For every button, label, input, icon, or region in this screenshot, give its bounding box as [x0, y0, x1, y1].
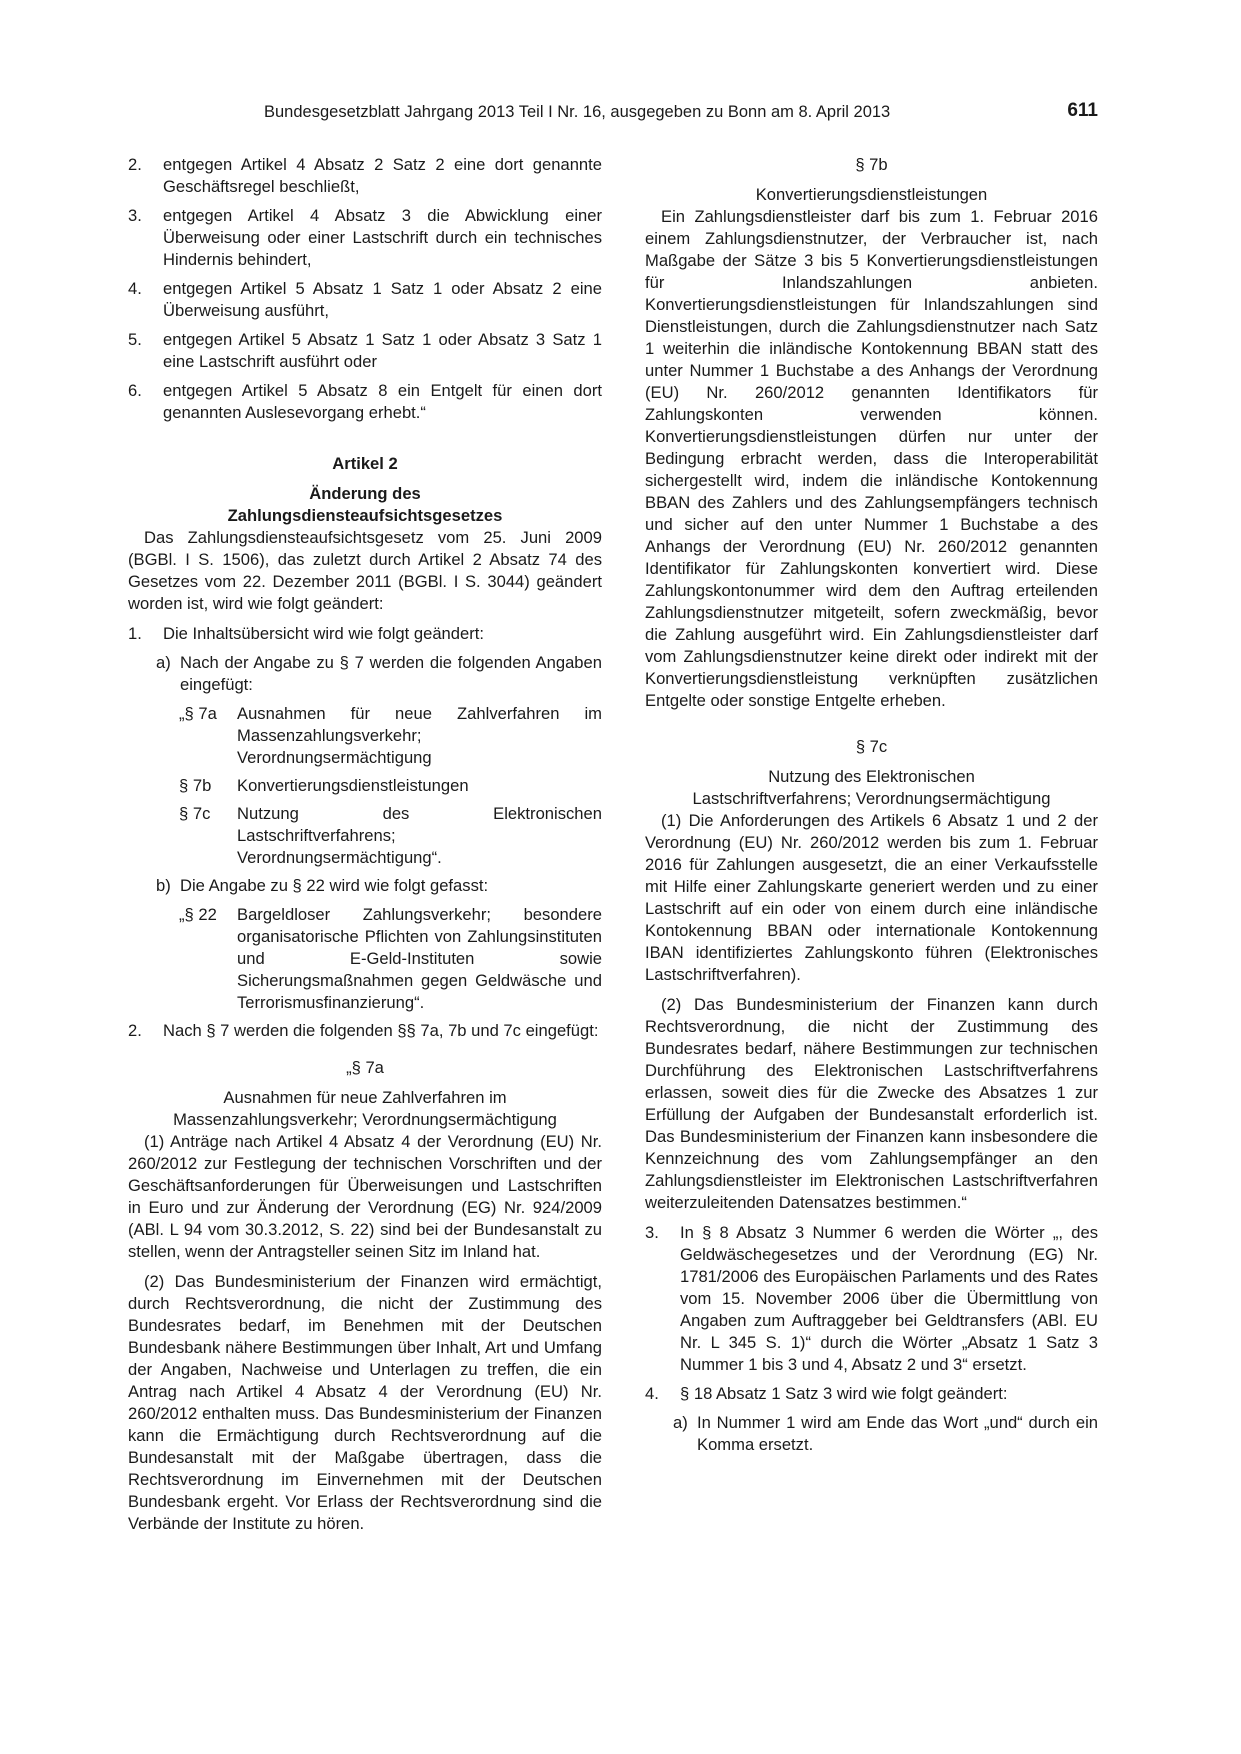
list-text: Die Inhaltsübersicht wird wie folgt geändert: [163, 624, 484, 643]
toc-text: Nutzung des Elektronischen Lastschriftverfahrens; Verordnungsermächtigung“. [237, 804, 602, 867]
list-marker: 4. [645, 1384, 659, 1403]
list-text: § 18 Absatz 1 Satz 3 wird wie folgt geändert: [680, 1384, 1008, 1403]
toc-text: Bargeldloser Zahlungsverkehr; besondere organisatorische Pflichten von Zahlungsinstituten und E-Geld-Instituten sowie Sicherungsmaßnahmen gegen Geldwäsche und Terrorismusfinanzierung“. [237, 905, 602, 1012]
list-text: entgegen Artikel 5 Absatz 8 ein Entgelt für einen dort genannten Auslesevorgang erhebt.“ [163, 381, 602, 422]
toc-text: Konvertierungsdienstleistungen [237, 776, 469, 795]
list-item [128, 278, 602, 322]
list-marker: 4. [128, 279, 142, 298]
list-text: entgegen Artikel 5 Absatz 1 Satz 1 oder Absatz 3 Satz 1 eine Lastschrift ausführt oder [163, 330, 602, 371]
list-marker: 3. [645, 1223, 659, 1242]
toc-key: „§ 7a [179, 704, 217, 723]
section-7a-title-line-1: Ausnahmen für neue Zahlverfahren im [223, 1088, 507, 1107]
section-7a-paragraph-2: (2) Das Bundesministerium der Finanzen wird ermächtigt, durch Rechtsverordnung, die nicht der Zustimmung des Bundesrates bedarf, im Benehmen mit der Deutschen Bundesbank nähere Bestimmungen über Inhalt, Art und Umfang der Angaben, Nachweise und Unterlagen zu treffen, die ein Antrag nach Artikel 4 Absatz 4 der Verordnung (EU) Nr. 260/2012 enthalten muss. Das Bundesministerium der Finanzen kann die Ermächtigung durch Rechtsverordnung auf die Bundesanstalt mit der Maßgabe übertragen, dass die Rechtsverordnung im Einvernehmen mit der Deutschen Bundesbank ergeht. Vor Erlass der Rechtsverordnung sind die Verbände der Institute zu hören. [128, 1272, 602, 1533]
list-item [128, 1020, 602, 1042]
list-text: entgegen Artikel 5 Absatz 1 Satz 1 oder Absatz 2 eine Überweisung ausführt, [163, 279, 602, 320]
list-item [128, 623, 602, 645]
sub-marker: b) [156, 876, 171, 895]
list-text: In § 8 Absatz 3 Nummer 6 werden die Wörter „, des Geldwäschegesetzes und der Verordnung (EG) Nr. 1781/2006 des Europäischen Parlaments und des Rates vom 15. November 2006 über die Übermittlung von Angaben zum Auftraggeber bei Geldtransfers (ABl. EU Nr. L 345 S. 1)“ durch die Wörter „Absatz 1 Satz 3 Nummer 1 bis 3 und 4, Absatz 2 und 3“ ersetzt. [680, 1223, 1098, 1374]
article-heading: Artikel 2 [332, 454, 398, 473]
section-7b-paragraph: Ein Zahlungsdienstleister darf bis zum 1. Februar 2016 einem Zahlungsdienstnutzer, der Verbraucher ist, nach Maßgabe der Sätze 3 bis 5 Konvertierungsdienstleistungen für Inlandszahlungen anbieten. Konvertierungsdienstleistungen für Inlandszahlungen sind Dienstleistungen, durch die Zahlungsdienstnutzer nach Satz 1 weiterhin die inländische Kontokennung BBAN statt des unter Nummer 1 Buchstabe a des Anhangs der Verordnung (EU) Nr. 260/2012 genannten Identifikators für Zahlungskonten verwenden können. Konvertierungsdienstleistungen dürfen nur unter der Bedingung erbracht werden, dass die Interoperabilität sichergestellt wird, indem die inländische Kontokennung BBAN des Zahlers und des Zahlungsempfängers technisch und sicher auf den unter Nummer 1 Buchstabe a des Anhangs der Verordnung (EU) Nr. 260/2012 genannten Identifikator für Zahlungskonten konvertiert wird. Diese Zahlungskontonummer wird dem den Auftrag erteilenden Zahlungsdienstnutzer mitgeteilt, sofern zweckmäßig, bevor die Zahlung ausgeführt wird. Ein Zahlungsdienstleister darf vom Zahlungsdienstnutzer keine direkt oder indirekt mit der Konvertierungsdienstleistung verknüpften zusätzlichen Entgelte oder sonstige Entgelte erheben. [645, 207, 1098, 710]
page-header [264, 100, 1098, 130]
list-marker: 2. [128, 1021, 142, 1040]
section-7c-paragraph-2: (2) Das Bundesministerium der Finanzen kann durch Rechtsverordnung, die nicht der Zustimmung des Bundesrates bedarf, nähere Bestimmungen zur technischen Durchführung des Elektronischen Lastschriftverfahrens erlassen, soweit dies für die Zwecke des Absatzes 1 zur Erfüllung der Aufgaben der Bundesanstalt erforderlich ist. Das Bundesministerium der Finanzen kann insbesondere die Kennzeichnung des vom Zahlungsempfänger an den Zahlungsdienstleister im Elektronischen Lastschriftverfahren weiterzuleitenden Datensatzes bestimmen.“ [645, 995, 1098, 1212]
article-title-line-2: Zahlungsdiensteaufsichtsgesetzes [227, 506, 503, 525]
list-item [645, 1383, 1098, 1405]
list-text: entgegen Artikel 4 Absatz 2 Satz 2 eine dort genannte Geschäftsregel beschließt, [163, 155, 602, 196]
list-item [128, 329, 602, 373]
sub-marker: a) [156, 653, 171, 672]
section-7c-heading: § 7c [855, 737, 888, 756]
right-column [645, 154, 1098, 1463]
sub-item [673, 1412, 1098, 1456]
article-title-line-1: Änderung des [309, 484, 421, 503]
sub-item [156, 875, 602, 897]
list-item [645, 1222, 1098, 1376]
sub-text: In Nummer 1 wird am Ende das Wort „und“ durch ein Komma ersetzt. [697, 1413, 1098, 1454]
section-7b-heading: § 7b [855, 155, 888, 174]
toc-key: § 7b [179, 776, 212, 795]
list-item [128, 205, 602, 271]
section-7a-paragraph-1: (1) Anträge nach Artikel 4 Absatz 4 der Verordnung (EU) Nr. 260/2012 zur Festlegung der technischen Vorschriften und der Geschäftsanforderungen für Überweisungen und Lastschriften in Euro und zur Änderung der Verordnung (EG) Nr. 924/2009 (ABl. L 94 vom 30.3.2012, S. 22) sind bei der Bundesanstalt zu stellen, wenn der Antragsteller seinen Sitz im Inland hat. [128, 1132, 602, 1261]
sub-text: Die Angabe zu § 22 wird wie folgt gefasst: [180, 876, 489, 895]
list-marker: 2. [128, 155, 142, 174]
toc-key: § 7c [179, 804, 211, 823]
sub-marker: a) [673, 1413, 688, 1432]
toc-entry [179, 703, 602, 769]
list-marker: 5. [128, 330, 142, 349]
sub-item [156, 652, 602, 696]
section-7c-title-line-1: Nutzung des Elektronischen [768, 767, 975, 786]
list-text: entgegen Artikel 4 Absatz 3 die Abwicklung einer Überweisung oder einer Lastschrift durch ein technisches Hindernis behindert, [163, 206, 602, 269]
left-column [128, 154, 602, 1543]
article-intro: Das Zahlungsdiensteaufsichtsgesetz vom 25. Juni 2009 (BGBl. I S. 1506), das zuletzt durch Artikel 2 Absatz 74 des Gesetzes vom 22. Dezember 2011 (BGBl. I S. 3044) geändert worden ist, wird wie folgt geändert: [128, 528, 602, 613]
section-7a-heading: „§ 7a [346, 1058, 384, 1077]
toc-entry [179, 775, 602, 797]
section-7c-paragraph-1: (1) Die Anforderungen des Artikels 6 Absatz 1 und 2 der Verordnung (EU) Nr. 260/2012 werden bis zum 1. Februar 2016 für Zahlungen ausgesetzt, die an einer Verkaufsstelle mit Hilfe einer Zahlungskarte generiert werden und zu einer Lastschrift auf ein oder von einem durch eine inländische Kontokennung BBAN oder internationale Kontokennung IBAN identifiziertes Zahlungskonto führen (Elektronisches Lastschriftverfahren). [645, 811, 1098, 984]
section-7c-title-line-2: Lastschriftverfahrens; Verordnungsermächtigung [692, 789, 1051, 808]
toc-entry [179, 904, 602, 1014]
header-text: Bundesgesetzblatt Jahrgang 2013 Teil I Nr. 16, ausgegeben zu Bonn am 8. April 2013 [264, 103, 891, 121]
section-7b-title: Konvertierungsdienstleistungen [755, 185, 988, 204]
list-text: Nach § 7 werden die folgenden §§ 7a, 7b und 7c eingefügt: [163, 1021, 599, 1040]
list-item [128, 154, 602, 198]
sub-text: Nach der Angabe zu § 7 werden die folgenden Angaben eingefügt: [180, 653, 602, 694]
toc-key: „§ 22 [179, 905, 217, 924]
section-7a-title-line-2: Massenzahlungsverkehr; Verordnungsermächtigung [173, 1110, 557, 1129]
page-number: 611 [1067, 100, 1098, 121]
list-marker: 6. [128, 381, 142, 400]
list-marker: 1. [128, 624, 142, 643]
toc-entry [179, 803, 602, 869]
list-item [128, 380, 602, 424]
list-marker: 3. [128, 206, 142, 225]
toc-text: Ausnahmen für neue Zahlverfahren im Massenzahlungsverkehr; Verordnungsermächtigung [237, 704, 602, 767]
